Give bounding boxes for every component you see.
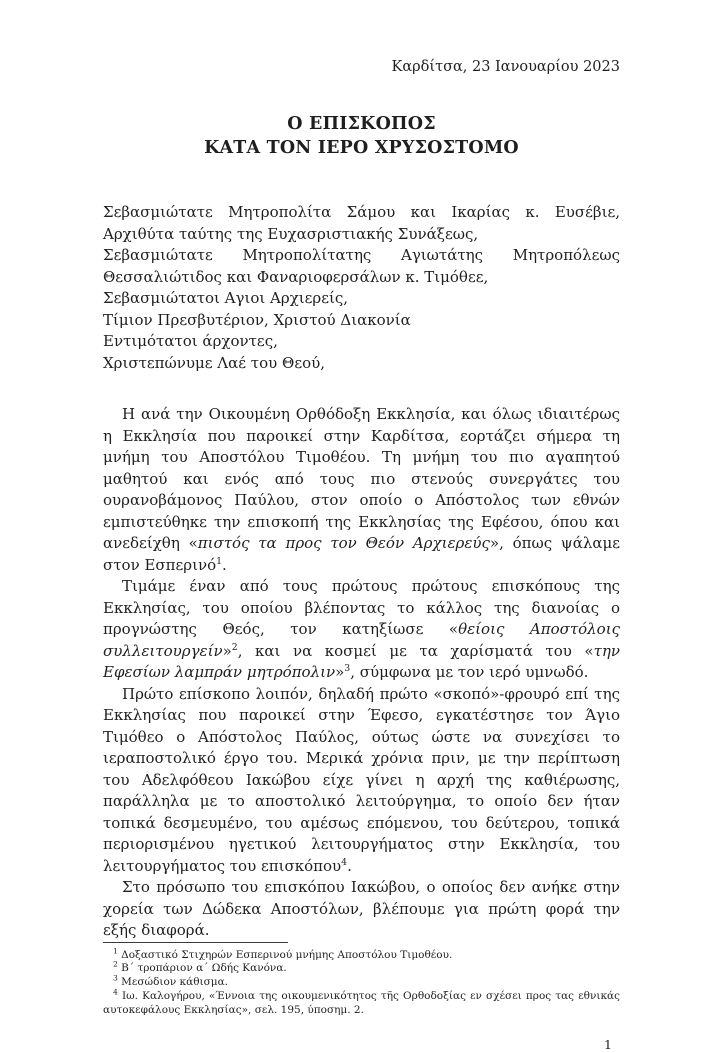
footnote-separator — [103, 942, 288, 943]
salutation-line: Σεβασμιώτατοι Αγιοι Αρχιερείς, — [103, 288, 620, 310]
footnote-marker: 1 — [113, 946, 118, 955]
footnotes-list — [103, 949, 620, 1018]
body-block — [103, 404, 620, 942]
footnote: $^4$ Ιω. Καλογήρου, «Έννοια της οικουμενικότητος τῆς Ορθοδοξίας εν σχέσει προς τας εθνικάς αυτοκεφάλους Εκκλησίας», σελ. 195, ύποσημ. 2. — [103, 990, 620, 1018]
salutation-line: Χριστεπώνυμε Λαέ του Θεού, — [103, 353, 620, 375]
salutation-line: Εντιμότατοι άρχοντες, — [103, 331, 620, 353]
quoted-phrase: πιστός τα προς τον Θεόν Αρχιερεύς — [198, 534, 490, 552]
footer-area — [103, 942, 620, 1053]
paragraph — [103, 404, 620, 576]
date-line: Καρδίτσα, 23 Ιανουαρίου 2023 — [103, 58, 620, 76]
footnote-marker: 2 — [113, 960, 118, 969]
page-number-row — [103, 1037, 620, 1053]
footnote: $^3$ Μεσώδιον κάθισμα. — [103, 976, 620, 990]
page-number: 1 — [604, 1037, 612, 1052]
text-segment: », όπως ψάλαμε στον Εσπερινό — [103, 534, 620, 574]
footnote-marker: 3 — [113, 974, 118, 983]
text-segment: . — [222, 556, 227, 574]
text-segment: » — [335, 663, 344, 681]
salutation-line: Σεβασμιώτατε Μητροπολίτατης Αγιωτάτης Μητροπόλεως Θεσσαλιώτιδος και Φαναριοφερσάλων κ. Τιμόθεε, — [103, 245, 620, 288]
footnote-reference: 4 — [341, 857, 347, 868]
text-segment: . — [347, 857, 352, 875]
text-segment: Η ανά την Οικουμένη Ορθόδοξη Εκκλησία, και όλως ιδιαιτέρως η Εκκλησία που παροικεί στην Καρδίτσα, εορτάζει σήμερα τη μνήμη του Αποστόλου Τιμοθέου. Τη μνήμη του πιο αγαπητού μαθητού και ενός από τους πιο στενούς συνεργάτες του ουρανοβάμονος Παύλου, στον οποίο ο Απόστολος των εθνών εμπιστεύθηκε την επισκοπή της Εκκλησίας της Εφέσου, όπου και ανεδείχθη « — [103, 405, 620, 552]
document-title — [103, 112, 620, 160]
paragraph — [103, 877, 620, 942]
text-segment: Πρώτο επίσκοπο λοιπόν, δηλαδή πρώτο «σκοπό»-φρουρό επί της Εκκλησίας που παροικεί στην Έφεσο, εγκατέστησε τον Άγιο Τιμόθεο ο Απόστολος Παύλος, ούτως ώστε να συνεχίσει το ιεραποστολικό έργο του. Μερικά χρόνια πριν, με την περίπτωση του Αδελφόθεου Ιακώβου είχε γίνει η αρχή της καθιέρωσης, παράλληλα με το αποστολικό λειτούργημα, το οποίο δεν ήταν τοπικά δεσμευμένο, του αμέσως επόμενου, του δεύτερου, τοπικά περιορισμένου ηγετικού λειτουργήματος στην Εκκλησία, του λειτουργήματος του επισκόπου — [103, 685, 620, 875]
salutation-line: Σεβασμιώτατε Μητροπολίτα Σάμου και Ικαρίας κ. Ευσέβιε, Αρχιθύτα ταύτης της Ευχασριστιακής Συνάξεως, — [103, 202, 620, 245]
text-segment: , σύμφωνα με τον ιερό υμνωδό. — [350, 663, 588, 681]
footnote-marker: 4 — [113, 987, 118, 996]
salutation-block — [103, 202, 620, 374]
text-segment: , και να κοσμεί με τα χαρίσματά του « — [238, 642, 594, 660]
paragraph — [103, 684, 620, 878]
paragraph — [103, 576, 620, 684]
footnote-reference: 3 — [344, 663, 350, 674]
text-segment: Τιμάμε έναν από τους πρώτους πρώτους επισκόπους της Εκκλησίας, του οποίου βλέποντας το κάλλος της διανοίας ο προγνώστης Θεός, τον κατηξίωσε « — [103, 577, 620, 638]
footnote-reference: 1 — [216, 556, 222, 567]
footnote: $^2$ Β΄ τροπάριον α΄ Ωδής Κανόνα. — [103, 962, 620, 976]
title-line-2: ΚΑΤΑ ΤΟΝ ΙΕΡΟ ΧΡΥΣΟΣΤΟΜΟ — [103, 136, 620, 160]
footnote: $^1$ Δοξαστικό Στιχηρών Εσπερινού μνήμης Αποστόλου Τιμοθέου. — [103, 949, 620, 963]
text-segment: » — [223, 642, 232, 660]
salutation-line: Τίμιον Πρεσβυτέριον, Χριστού Διακονία — [103, 310, 620, 332]
quoted-phrase: θείοις Αποστόλοις συλλειτουργείν — [103, 620, 620, 660]
text-segment: Στο πρόσωπο του επισκόπου Ιακώβου, ο οποίος δεν ανήκε στην χορεία των Δώδεκα Αποστόλων, βλέπουμε για πρώτη φορά την εξής διαφορά. — [103, 878, 620, 939]
title-line-1: Ο ΕΠΙΣΚΟΠΟΣ — [103, 112, 620, 136]
footnote-reference: 2 — [232, 642, 238, 653]
quoted-phrase: την Εφεσίων λαμπράν μητρόπολιν — [103, 642, 620, 682]
